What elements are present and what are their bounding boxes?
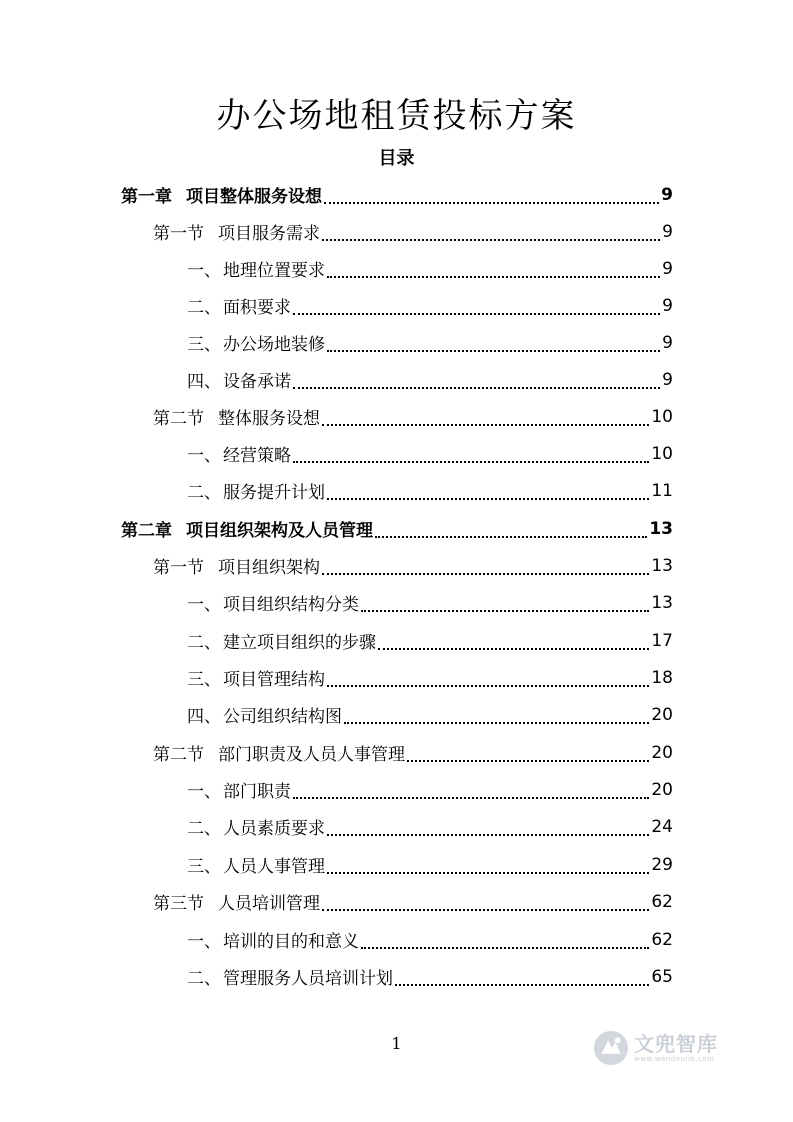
toc-leader-dots	[322, 424, 649, 426]
toc-entry-page: 20	[651, 742, 673, 763]
toc-entry[interactable]	[187, 659, 673, 696]
toc-entry-page: 13	[649, 518, 673, 539]
toc-leader-dots	[322, 573, 649, 575]
toc-leader-dots	[293, 797, 649, 799]
toc-entry-page: 10	[651, 406, 673, 427]
toc-entry-number: 第一章	[121, 187, 172, 207]
toc-entry-number: 一、	[187, 595, 221, 615]
toc-entry[interactable]	[153, 398, 673, 435]
toc-entry[interactable]	[187, 361, 673, 398]
toc-entry[interactable]	[187, 846, 673, 883]
toc-entry[interactable]	[187, 958, 673, 995]
toc-entry-title: 项目管理结构	[223, 670, 325, 690]
toc-entry[interactable]	[153, 734, 673, 771]
toc-entry-number: 第二节	[153, 409, 204, 429]
toc-entry-page: 20	[651, 779, 673, 800]
toc-leader-dots	[324, 202, 659, 204]
toc-entry[interactable]	[187, 622, 673, 659]
toc-entry[interactable]	[153, 883, 673, 920]
toc-entry-number: 二、	[187, 483, 221, 503]
toc-entry[interactable]	[121, 510, 673, 547]
watermark-url: www.wendoulib.com	[634, 1054, 715, 1063]
toc-leader-dots	[361, 947, 649, 949]
toc-entry[interactable]	[187, 472, 673, 509]
toc-entry-number: 三、	[187, 857, 221, 877]
toc-heading: 目录	[378, 148, 415, 169]
toc-leader-dots	[293, 313, 660, 315]
toc-entry-title: 地理位置要求	[223, 261, 325, 281]
toc-leader-dots	[378, 648, 649, 650]
toc-entry-page: 65	[651, 966, 673, 987]
watermark	[592, 1024, 752, 1072]
page-number: 1	[391, 1034, 402, 1053]
toc-entry-number: 三、	[187, 335, 221, 355]
toc-entry-title: 项目整体服务设想	[186, 187, 322, 207]
toc-entry-page: 29	[651, 854, 673, 875]
toc-entry-title: 人员素质要求	[223, 819, 325, 839]
toc-entry-page: 9	[662, 332, 673, 353]
toc-entry-page: 13	[651, 555, 673, 576]
toc-entry-number: 三、	[187, 670, 221, 690]
toc-entry-number: 第二节	[153, 745, 204, 765]
toc-leader-dots	[322, 239, 660, 241]
toc-entry-number: 二、	[187, 819, 221, 839]
toc-leader-dots	[327, 834, 649, 836]
toc-leader-dots	[361, 610, 649, 612]
toc-leader-dots	[327, 498, 649, 500]
toc-leader-dots	[327, 350, 660, 352]
toc-entry-page: 20	[651, 704, 673, 725]
toc-entry-number: 二、	[187, 298, 221, 318]
toc-leader-dots	[293, 461, 649, 463]
toc-leader-dots	[375, 536, 647, 538]
toc-entry-title: 服务提升计划	[223, 483, 325, 503]
toc-entry[interactable]	[187, 921, 673, 958]
document-title: 办公场地租赁投标方案	[216, 96, 577, 136]
toc-leader-dots	[293, 387, 660, 389]
toc-entry-title: 面积要求	[223, 298, 291, 318]
toc-entry-number: 第一节	[153, 224, 204, 244]
toc-entry-number: 一、	[187, 782, 221, 802]
toc-entry-number: 第三节	[153, 894, 204, 914]
toc-entry-title: 人员人事管理	[223, 857, 325, 877]
toc-entry-number: 第二章	[121, 521, 172, 541]
toc-entry-title: 建立项目组织的步骤	[223, 633, 376, 653]
watermark-logo-icon	[592, 1029, 630, 1067]
watermark-name: 文兜智库	[634, 1031, 718, 1056]
toc-entry[interactable]	[187, 324, 673, 361]
toc-leader-dots	[344, 722, 649, 724]
toc-entry-title: 经营策略	[223, 446, 291, 466]
toc-entry[interactable]	[187, 771, 673, 808]
toc-leader-dots	[395, 984, 649, 986]
toc-entry-title: 培训的目的和意义	[223, 932, 359, 952]
toc-entry-number: 四、	[187, 372, 221, 392]
toc-entry-title: 项目组织架构及人员管理	[186, 521, 373, 541]
toc-entry[interactable]	[187, 287, 673, 324]
toc-entry-number: 二、	[187, 969, 221, 989]
toc-entry-page: 17	[651, 630, 673, 651]
toc-entry-number: 一、	[187, 261, 221, 281]
toc-entry-page: 9	[662, 369, 673, 390]
toc-entry-number: 一、	[187, 932, 221, 952]
toc-entry-page: 62	[651, 929, 673, 950]
toc-entry-number: 二、	[187, 633, 221, 653]
toc-entry-page: 62	[651, 891, 673, 912]
toc-entry-title: 部门职责及人员人事管理	[218, 745, 405, 765]
toc-entry-title: 整体服务设想	[218, 409, 320, 429]
toc-entry-number: 四、	[187, 707, 221, 727]
toc-entry[interactable]	[187, 250, 673, 287]
toc-entry-page: 11	[651, 480, 673, 501]
toc-leader-dots	[407, 760, 649, 762]
toc-entry-number: 一、	[187, 446, 221, 466]
toc-leader-dots	[327, 872, 649, 874]
toc-leader-dots	[327, 276, 660, 278]
toc-entry-page: 9	[662, 258, 673, 279]
toc-entry-title: 人员培训管理	[218, 894, 320, 914]
toc-entry-title: 项目服务需求	[218, 224, 320, 244]
toc-entry[interactable]	[121, 176, 673, 213]
toc-entry[interactable]	[153, 547, 673, 584]
toc-entry-title: 项目组织结构分类	[223, 595, 359, 615]
toc-entry[interactable]	[187, 435, 673, 472]
toc-entry-title: 项目组织架构	[218, 558, 320, 578]
toc-entry-page: 18	[651, 667, 673, 688]
toc-leader-dots	[322, 909, 649, 911]
toc-entry-page: 9	[661, 184, 673, 205]
toc-entry[interactable]	[187, 696, 673, 733]
toc-entry[interactable]	[187, 808, 673, 845]
toc-leader-dots	[327, 685, 649, 687]
toc-entry-title: 设备承诺	[223, 372, 291, 392]
toc-entry-title: 办公场地装修	[223, 335, 325, 355]
toc-entry[interactable]	[187, 584, 673, 621]
toc-entry[interactable]	[153, 213, 673, 250]
toc-entry-page: 24	[651, 816, 673, 837]
toc-entry-page: 10	[651, 443, 673, 464]
toc-entry-page: 13	[651, 592, 673, 613]
toc-entry-page: 9	[662, 295, 673, 316]
toc-entry-title: 公司组织结构图	[223, 707, 342, 727]
toc-entry-title: 部门职责	[223, 782, 291, 802]
toc-entry-title: 管理服务人员培训计划	[223, 969, 393, 989]
toc-entry-page: 9	[662, 221, 673, 242]
toc-entry-number: 第一节	[153, 558, 204, 578]
